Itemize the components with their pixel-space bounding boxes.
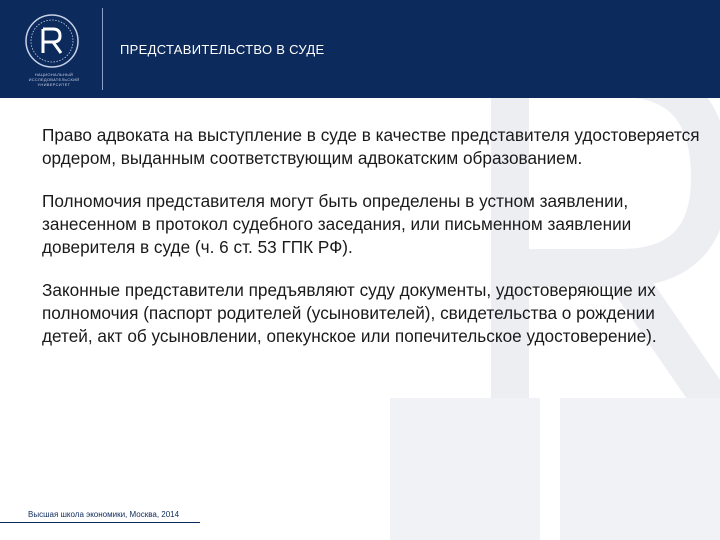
header-divider [102,8,103,90]
paragraph-1: Право адвоката на выступление в суде в качестве представителя удостоверяется ордером, выданным соответствующим адвокатским образованием. [42,125,700,168]
header-bar [0,0,720,98]
paragraph-2: Полномочия представителя могут быть определены в устном заявлении, занесенном в протокол судебного заседания, или письменном заявлении доверителя в суде (ч. 6 ст. 53 ГПК РФ). [42,191,632,257]
hse-logo-icon [22,12,82,70]
footer [0,508,720,540]
slide-body [42,124,702,368]
footer-line [0,522,200,523]
paragraph-3: Законные представители предъявляют суду документы, удостоверяющие их полномочия (паспорт родителей (усыновителей), свидетельства о рождении детей, акт об усыновлении, опекунское или попечительское удостоверение). [42,280,657,346]
logo-caption: НАЦИОНАЛЬНЫЙ ИССЛЕДОВАТЕЛЬСКИЙ УНИВЕРСИТЕТ [28,72,80,87]
footer-text: Высшая школа экономики, Москва, 2014 [28,510,180,519]
slide-title: ПРЕДСТАВИТЕЛЬСТВО В СУДЕ [120,42,325,57]
logo [0,0,104,98]
